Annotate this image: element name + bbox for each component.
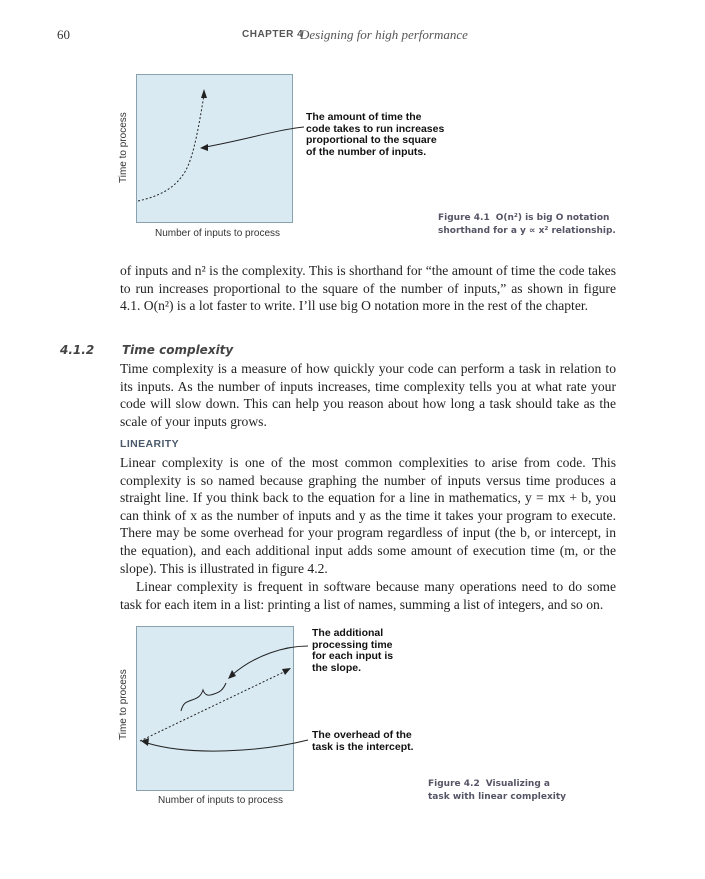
chapter-label: CHAPTER 4 [242,29,304,40]
figure-1-caption: Figure 4.1 O(n²) is big O notation shorthand for a y ∝ x² relationship. [438,213,616,236]
paragraph-3: Linear complexity is one of the most common complexities to arise from code. This complexity is so named because graphing the number of inputs versus time produces a straight line. If you think back to the equation for a line in mathematics, y = mx + b, you can think of x as the number of inputs and y as the time it takes your program to execute. There may be some overhead for your program regardless of input (the b, or intercept, in the equation), and each additional input adds some amount of execution time (m, or the slope). This is illustrated in figure 4.2. [120,455,616,576]
slope-leader-arrowhead [228,670,236,679]
figure-1-annotation: The amount of time the code takes to run increases proportional to the square of the number of inputs. [306,111,445,158]
linear-line [140,671,286,741]
section-number: 4.1.2 [60,343,95,357]
paragraph-1: of inputs and n² is the complexity. This is shorthand for “the amount of time the code takes to run increases proportional to the square of the number of inputs,” as shown in figure 4.1. O(n²) is a lot faster to write. I’ll use big O notation more in the rest of the chapter. [120,263,616,314]
figure-2-ylabel: Time to process [118,669,129,740]
section-title: Time complexity [122,343,234,357]
chapter-title: Designing for high performance [300,27,468,42]
page-number: 60 [57,27,70,42]
subhead-linearity: LINEARITY [120,438,180,450]
intercept-leader-arrowhead [141,738,149,746]
intercept-leader-line [147,740,308,751]
slope-leader-line [232,646,308,675]
figure-1-xlabel: Number of inputs to process [155,228,281,239]
paragraph-4: Linear complexity is frequent in software because many operations need to do some task for each item in a list: printing a list of names, summing a list of integers, and so on. [120,579,616,612]
line-arrowhead [282,668,291,675]
figure-2-slope-annotation: The additional processing time for each input is the slope. [312,627,394,674]
figure-1-ylabel: Time to process [118,112,129,183]
figure-2-intercept-annotation: The overhead of the task is the intercept. [312,729,414,753]
figure-2-xlabel: Number of inputs to process [158,795,284,806]
paragraph-2: Time complexity is a measure of how quickly your code can perform a task in relation to its inputs. As the number of inputs increases, time complexity tells you at what rate your code will slow down. This can help you reason about how long a task should take as the scale of your inputs grows. [120,361,616,429]
figure-2-caption: Figure 4.2 Visualizing a task with linear complexity [428,779,567,802]
slope-brace [181,683,226,711]
